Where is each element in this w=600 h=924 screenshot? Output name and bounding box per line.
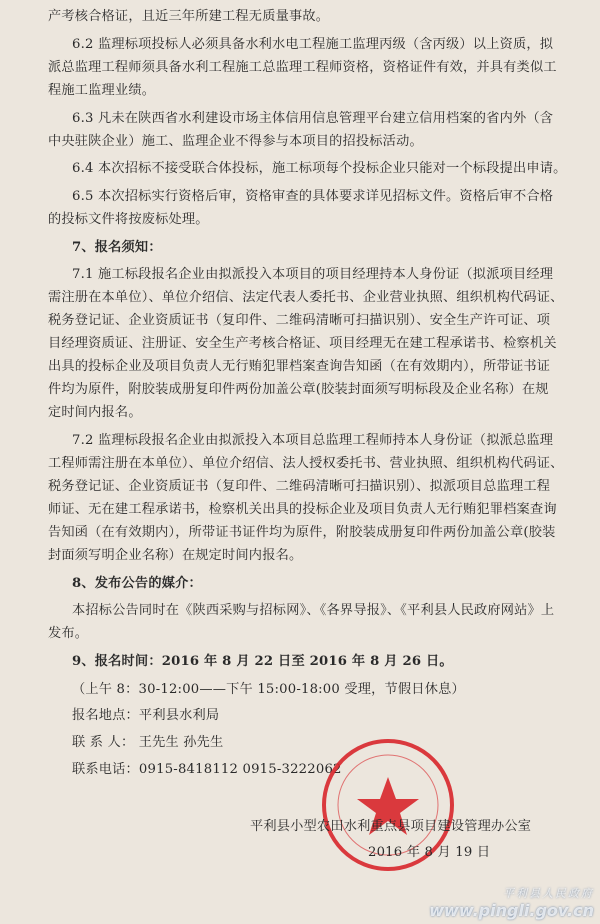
text-line: 定时间内报名。 — [48, 405, 142, 420]
text-line: 封面须写明企业名称）在规定时间内报名。 — [48, 548, 303, 563]
text-line: 6.3 凡未在陕西省水利建设市场主体信用信息管理平台建立信用档案的省内外（含 — [72, 111, 554, 126]
issuer-name: 平利县小型农田水利重点县项目建设管理办公室 — [250, 819, 532, 834]
text-line: 工程师需注册在本单位）、单位介绍信、法人授权委托书、营业执照、组织机构代码证、 — [48, 456, 564, 471]
text-line: 7.1 施工标段报名企业由拟派投入本项目的项目经理持本人身份证（拟派项目经理 — [72, 267, 554, 282]
text-line: 需注册在本单位）、单位介绍信、法定代表人委托书、企业营业执照、组织机构代码证、 — [48, 290, 564, 305]
text-line: 的投标文件将按废标处理。 — [48, 212, 209, 227]
section-heading: 9、报名时间：2016 年 8 月 22 日至 2016 年 8 月 26 日。 — [72, 654, 453, 669]
watermark-url: www.pingli.gov.cn — [429, 901, 594, 920]
text-line: （上午 8：30-12:00——下午 15:00-18:00 受理，节假日休息） — [72, 682, 465, 697]
text-line: 税务登记证、企业资质证书（复印件、二维码清晰可扫描识别）、安全生产许可证、项 — [48, 313, 551, 328]
text-line: 6.2 监理标项投标人必须具备水利水电工程施工监理丙级（含丙级）以上资质，拟 — [72, 37, 554, 52]
text-line: 中央驻陕企业）施工、监理企业不得参与本项目的招投标活动。 — [48, 134, 423, 149]
text-line: 发布。 — [48, 626, 89, 641]
text-line: 目经理资质证、注册证、安全生产考核合格证、项目经理无在建工程承诺书、检察机关 — [48, 336, 557, 351]
section-heading: 8、发布公告的媒介： — [72, 576, 202, 591]
text-line: 税务登记证、企业资质证书（复印件、二维码清晰可扫描识别）、拟派项目总监理工程 — [48, 479, 551, 494]
text-line: 师证、无在建工程承诺书，检察机关出具的投标企业及项目负责人无行贿犯罪档案查询 — [48, 502, 557, 517]
contact-phones: 联系电话：0915-8418112 0915-3222062 — [72, 762, 342, 777]
watermark-text: 平利县人民政府 — [503, 887, 594, 900]
text-line: 6.4 本次招标不接受联合体投标，施工标项每个投标企业只能对一个标段提出申请。 — [72, 161, 567, 176]
text-line: 出具的投标企业及项目负责人无行贿犯罪档案查询告知函（在有效期内），所带证书证 — [48, 359, 551, 374]
issue-date: 2016 年 8 月 19 日 — [368, 845, 491, 860]
text-line: 件均为原件，附胶装成册复印件两份加盖公章(胶装封面须写明标段及企业名称）在规 — [48, 382, 549, 397]
text-line: 本招标公告同时在《陕西采购与招标网》、《各界导报》、《平利县人民政府网站》上 — [72, 603, 555, 618]
text-line: 6.5 本次招标实行资格后审，资格审查的具体要求详见招标文件。资格后审不合格 — [72, 189, 554, 204]
section-heading: 7、报名须知： — [72, 240, 162, 255]
text-line: 告知函（在有效期内），所带证书证件均为原件，附胶装成册复印件两份加盖公章(胶装 — [48, 525, 556, 540]
text-line: 程施工监理业绩。 — [48, 83, 156, 98]
contact-persons: 联 系 人： 王先生 孙先生 — [72, 735, 224, 750]
contact-address: 报名地点：平利县水利局 — [72, 708, 220, 723]
text-line: 派总监理工程师须具备水利工程施工总监理工程师资格，资格证件有效，并具有类似工 — [48, 60, 557, 75]
site-watermark — [429, 885, 594, 920]
text-line: 产考核合格证，且近三年所建工程无质量事故。 — [48, 9, 330, 24]
text-line: 7.2 监理标段报名企业由拟派投入本项目总监理工程师持本人身份证（拟派总监理 — [72, 433, 554, 448]
